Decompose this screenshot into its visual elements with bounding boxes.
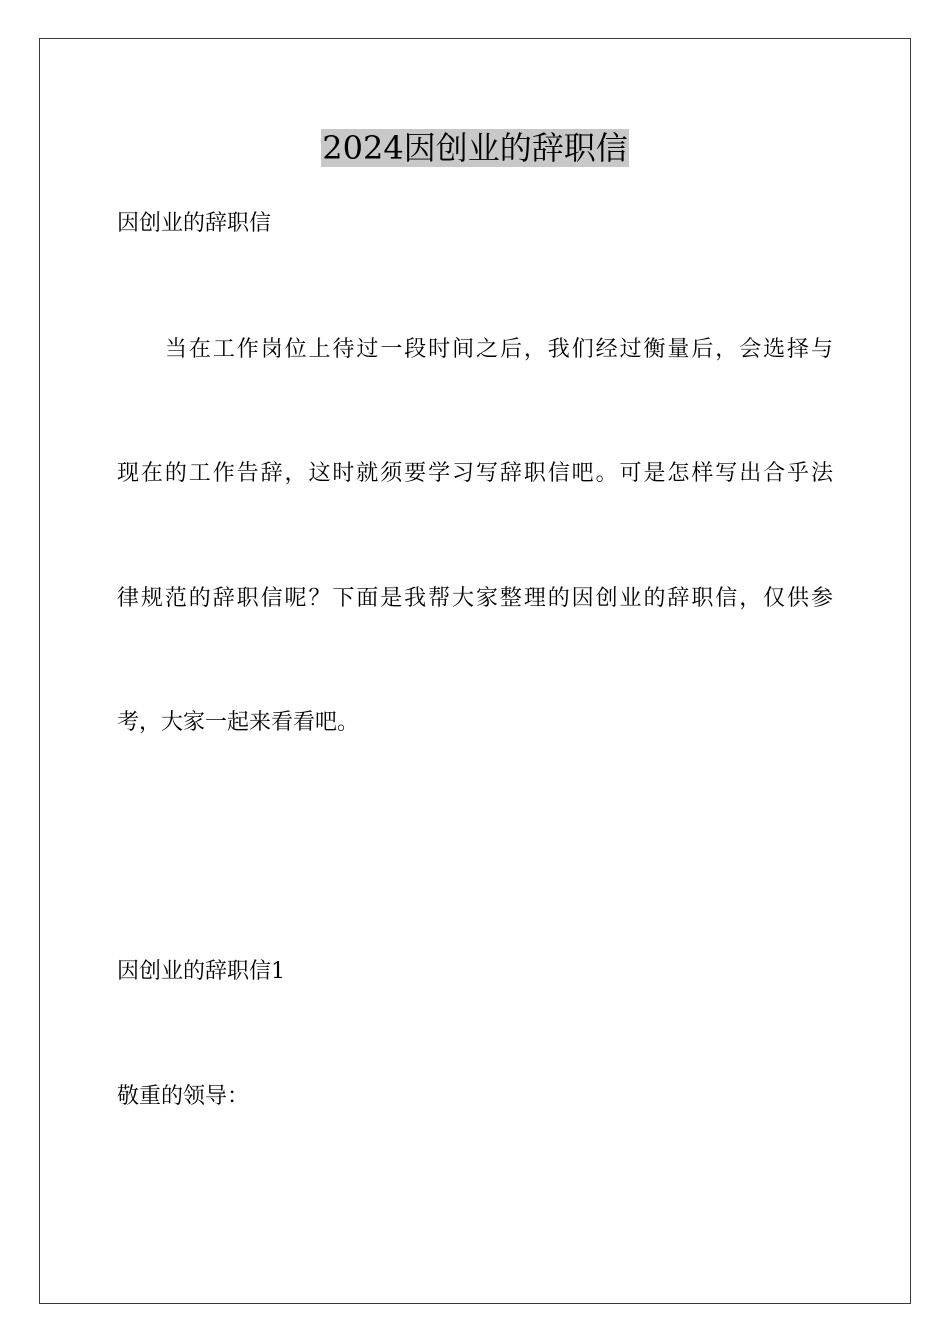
intro-line-2: 现在的工作告辞，这时就须要学习写辞职信吧。可是怎样写出合乎法 (117, 461, 833, 486)
intro-line-4: 考，大家一起来看看吧。 (117, 710, 360, 735)
salutation: 敬重的领导： (117, 1084, 250, 1109)
document-title (0, 128, 950, 168)
document-subtitle: 因创业的辞职信 (117, 211, 272, 236)
section-heading: 因创业的辞职信1 (117, 959, 285, 984)
document-title-text: 2024因创业的辞职信 (322, 129, 628, 167)
intro-line-1: 当在工作岗位上待过一段时间之后，我们经过衡量后，会选择与 (165, 337, 833, 362)
intro-line-3: 律规范的辞职信呢？下面是我帮大家整理的因创业的辞职信，仅供参 (117, 586, 833, 611)
